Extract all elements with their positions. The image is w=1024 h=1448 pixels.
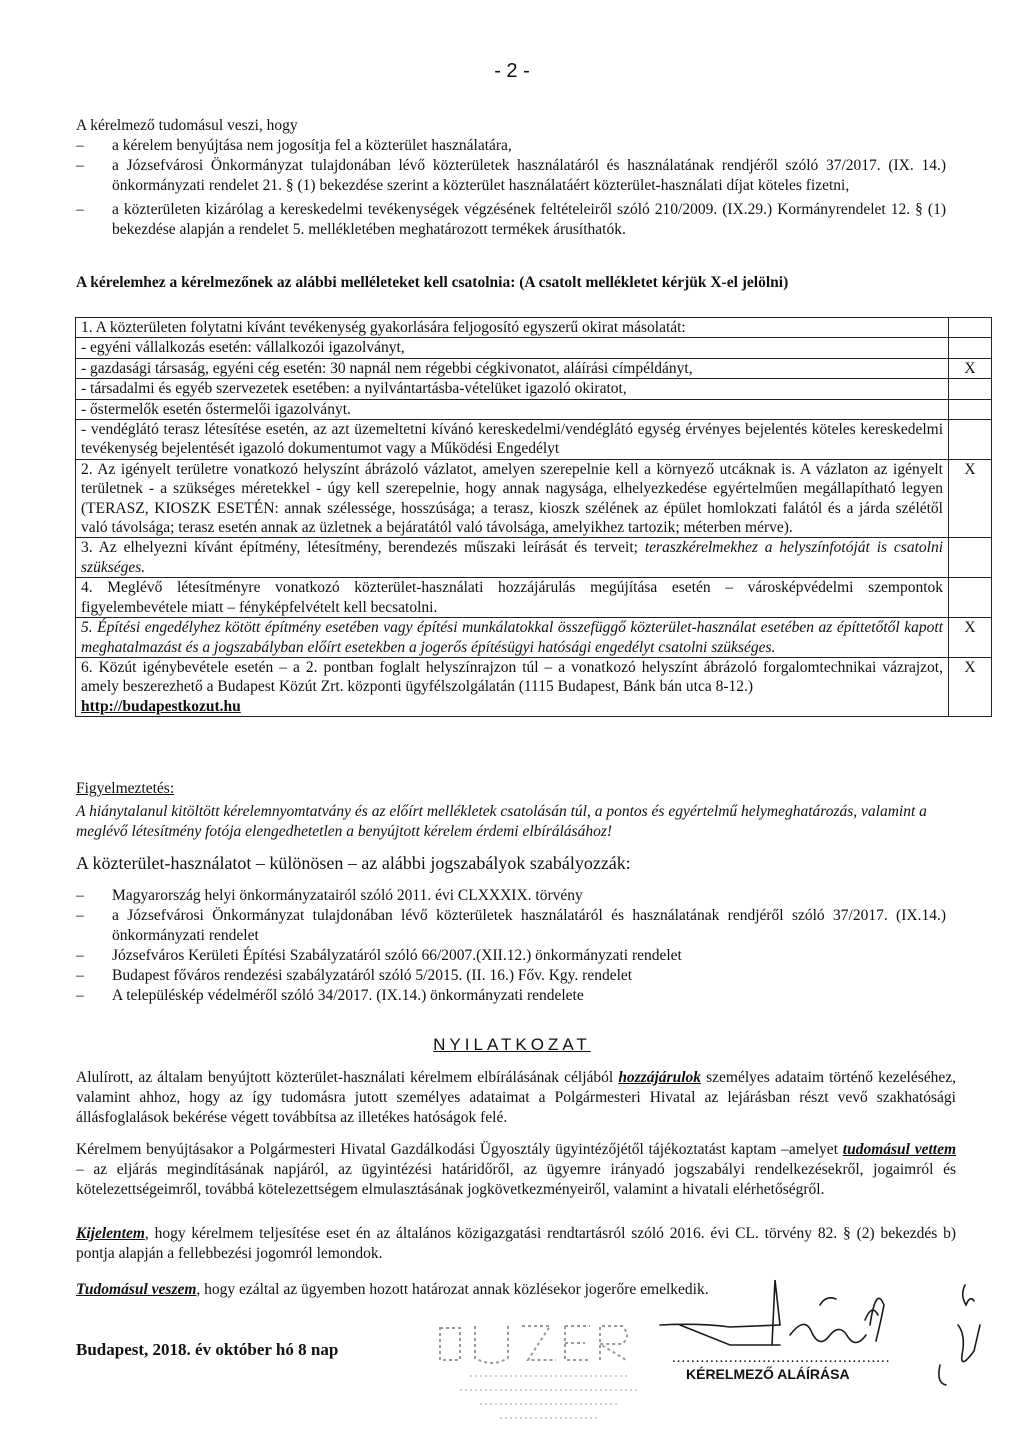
- attachment-sub-item: - társadalmi és egyéb szervezetek esetében: a nyilvántartásba-vételüket igazoló okiratot,: [76, 379, 949, 399]
- attachment-mark: [949, 399, 992, 419]
- declaration-emphasis: Kijelentem: [76, 1225, 145, 1242]
- attachment-sub-item: - őstermelők esetén őstermelői igazolványt.: [76, 399, 949, 419]
- declaration-paragraph-3: [76, 1224, 956, 1264]
- intro-item: – a kérelem benyújtása nem jogosítja fel a közterület használatára,: [76, 136, 946, 156]
- attachment-mark: X: [949, 358, 992, 378]
- declaration-emphasis: hozzájárulok: [618, 1069, 702, 1086]
- declaration-emphasis: Tudomásul veszem: [76, 1281, 197, 1298]
- declaration-title: NYILATKOZAT: [433, 1035, 591, 1054]
- attachment-mark: X: [949, 657, 992, 716]
- attachment-item-5: 5. Építési engedélyhez kötött építmény esetében vagy építési munkálatokkal összefüggő közterület-használat esetében az építtetőtől kapott meghatalmazást és a jogszabályban előírt esetekben a jogerős építésügyi hatósági engedélyt csatolni szükséges.: [76, 618, 949, 658]
- attachment-mark: X: [949, 618, 992, 658]
- attachments-table: [75, 317, 992, 717]
- declaration-text: személyes adataim történő kezeléséhez, valamint ahhoz, hogy az így tudomásra jutott személyes adataimat a Polgármesteri Hivatal az lejárásban részt vevő szakhatósági állásfoglalások bekérése végett továbbítsa az illetékes hatóságok felé.: [76, 1069, 957, 1126]
- attachment-item-6-text: 6. Közút igénybevétele esetén – a 2. pontban foglalt helyszínrajzon túl – a vonatkozó helyszínt ábrázoló forgalomtechnikai vázrajzot, amely beszerezhető a Budapest Közút Zrt. központi ügyfélszolgálatán (1115 Budapest, Bánk bán utca 8-12.): [81, 658, 943, 696]
- attachment-mark: [949, 578, 992, 618]
- declaration-text: – az eljárás megindításának napjáról, az ügyintézési határidőről, az ügyemre irányadó jogszabályi rendelkezésekről, jogaimról és kötelezettségeimről, továbbá kötelezettségem elmulasztásának jogkövetkezményeiről, valamint a hivatali elérhetőségről.: [76, 1161, 956, 1198]
- place-and-date: Budapest, 2018. év október hó 8 nap: [76, 1340, 339, 1359]
- laws-list: [76, 886, 946, 1006]
- attachment-item-1-title: 1. A közterületen folytatni kívánt tevékenység gyakorlására feljogosító egyszerű okirat másolatát:: [76, 318, 949, 338]
- law-item: – Józsefváros Kerületi Építési Szabályzatáról szóló 66/2007.(XII.12.) önkormányzati rendelet: [76, 946, 946, 966]
- attachment-sub-item: - egyéni vállalkozás esetén: vállalkozói igazolványt,: [76, 338, 949, 358]
- attachment-mark: [949, 379, 992, 399]
- attachment-item-3-text: 3. Az elhelyezni kívánt építmény, létesítmény, berendezés műszaki leírását és terveit;: [81, 539, 638, 557]
- declaration-text: Kérelmem benyújtásakor a Polgármesteri Hivatal Gazdálkodási Ügyosztály ügyintézőjétől tájékoztatást kaptam –amelyet: [76, 1141, 838, 1158]
- attachment-item-1-mark: [949, 318, 992, 338]
- intro-list: [76, 136, 946, 240]
- intro-item: – a Józsefvárosi Önkormányzat tulajdonában lévő közterületek használatáról és használatának rendjéről szóló 37/2017. (IX. 14.) önkormányzati rendelet 21. § (1) bekezdése szerint a közterület használatáért közterület-használati díjat köteles fizetni,: [76, 156, 946, 196]
- law-item: – A településkép védelméről szóló 34/2017. (IX.14.) önkormányzati rendelete: [76, 986, 946, 1006]
- attachment-mark: [949, 538, 992, 578]
- warning-title: Figyelmeztetés:: [76, 780, 175, 797]
- intro-lead: A kérelmező tudomásul veszi, hogy: [76, 117, 298, 134]
- attachment-item-4: 4. Meglévő létesítményre vonatkozó közterület-használati hozzájárulás megújítása esetén – városképvédelmi szempontok figyelembevétele miatt – fényképfelvételt kell becsatolni.: [76, 578, 949, 618]
- attachment-item-6: [76, 657, 949, 716]
- attachments-heading: A kérelemhez a kérelmezőnek az alábbi melléleteket kell csatolnia: (A csatolt mellékletet kérjük X-el jelölni): [76, 274, 789, 291]
- budapest-kozut-link[interactable]: http://budapestkozut.hu: [81, 697, 241, 715]
- warning-text: A hiánytalanul kitöltött kérelemnyomtatvány és az előírt mellékletek csatolásán túl, a pontos és egyértelmű helymeghatározás, valamint a meglévő létesítmény fotója elengedhetetlen a benyújtott kérelem érdemi elbírálásához!: [76, 803, 927, 840]
- intro-item: – a közterületen kizárólag a kereskedelmi tevékenységek végzésének feltételeiről szóló 210/2009. (IX.29.) Kormányrendelet 12. § (1) bekezdése alapján a rendelet 5. mellékletében meghatározott termékek árusíthatók.: [76, 200, 946, 240]
- declaration-paragraph-2: [76, 1140, 956, 1200]
- signature-label: KÉRELMEZŐ ALÁÍRÁSA: [686, 1366, 850, 1382]
- attachment-item-2: 2. Az igényelt területre vonatkozó helyszínt ábrázoló vázlatot, amelyen szerepelnie kell a környező utcáknak is. A vázlaton az igényelt területnek - a szükséges méretekkel - úgy kell szerepelnie, hogy annak nagysága, elhelyezkedése egyértelműen megállapítható legyen (TERASZ, KIOSZK ESETÉN: annak szélessége, hosszúsága; a terasz, kioszk szélének az épület homlokzati falától és a járda szélétől való távolsága; terasz esetén annak az üzletnek a bejáratától való távolsága, amelyikhez tartozik; méterben mérve).: [76, 459, 949, 538]
- attachment-mark: [949, 420, 992, 460]
- page-number: - 2 -: [494, 60, 530, 82]
- declaration-emphasis: tudomásul vettem: [842, 1141, 957, 1158]
- attachment-mark: X: [949, 459, 992, 538]
- signature-line: ..............................................: [672, 1350, 891, 1366]
- law-item: – a Józsefvárosi Önkormányzat tulajdonában lévő közterületek használatáról és használatának rendjéről szóló 37/2017. (IX.14.) önkormányzati rendelet: [76, 906, 946, 946]
- law-item: – Budapest főváros rendezési szabályzatáról szóló 5/2015. (II. 16.) Főv. Kgy. rendelet: [76, 966, 946, 986]
- declaration-text: Alulírott, az általam benyújtott közterület-használati kérelmem elbírálásának céljából: [76, 1069, 614, 1086]
- laws-heading: A közterület-használatot – különösen – az alábbi jogszabályok szabályozzák:: [76, 853, 631, 873]
- attachment-item-3-italic: teraszkérelmekhez a helyszínfotóját is csatolni szükséges.: [81, 539, 943, 576]
- attachment-sub-item: - vendéglátó terasz létesítése esetén, az azt üzemeltetni kívánó kereskedelmi/vendéglátó egység érvényes bejelentés köteles kereskedelmi tevékenység bejelentését igazoló dokumentumot vagy a Működési Engedélyt: [76, 420, 949, 460]
- declaration-text: , hogy kérelmem teljesítése eset én az általános közigazgatási rendtartásról szóló 2016. évi CL. törvény 82. § (2) bekezdés b) pontja alapján a fellebbezési jogomról lemondok.: [76, 1225, 956, 1262]
- declaration-text: , hogy ezáltal az ügyemben hozott határozat annak közlésekor jogerőre emelkedik.: [196, 1281, 709, 1298]
- attachment-item-3: [76, 538, 949, 578]
- attachment-sub-item: - gazdasági társaság, egyéni cég esetén: 30 napnál nem régebbi cégkivonatot, aláírási címpéldányt,: [76, 358, 949, 378]
- attachment-mark: [949, 338, 992, 358]
- law-item: – Magyarország helyi önkormányzatairól szóló 2011. évi CLXXXIX. törvény: [76, 886, 946, 906]
- declaration-paragraph-1: [76, 1068, 956, 1128]
